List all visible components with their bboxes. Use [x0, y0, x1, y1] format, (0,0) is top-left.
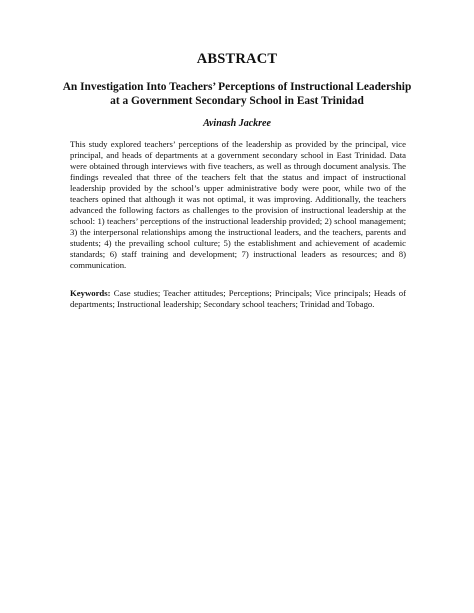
author-name: Avinash Jackree: [203, 118, 271, 129]
keywords-label: Keywords:: [70, 288, 111, 298]
abstract-heading: ABSTRACT: [196, 51, 278, 67]
abstract-body: This study explored teachers’ perceptions of the leadership as provided by the principal, vice principal, and heads of departments at a government secondary school in East Trinidad. Data were obtained through interviews with five teachers, as well as through document analysis. The findings revealed that three of the teachers felt that the status and impact of instructional leadership provided by the school’s upper administrative body were poor, while two of the teachers opined that although it was not optimal, it was improving. Additionally, the teachers advanced the following factors as challenges to the provision of instructional leadership at the school: 1) teachers’ perceptions of the instructional leadership provided; 2) school management; 3) the interpersonal relationships among the instructional leaders, and the teachers, parents and students; 4) the prevailing school culture; 5) the establishment and achievement of academic standards; 6) staff training and development; 7) instructional leaders as resources; and 8) communication.: [70, 139, 406, 270]
keywords-paragraph: [70, 288, 406, 310]
keywords-text: Case studies; Teacher attitudes; Perceptions; Principals; Vice principals; Heads of departments; Instructional leadership; Secondary school teachers; Trinidad and Tobago.: [70, 288, 406, 309]
paper-title: An Investigation Into Teachers’ Perceptions of Instructional Leadership at a Government Secondary School in East Trinidad: [62, 81, 412, 107]
